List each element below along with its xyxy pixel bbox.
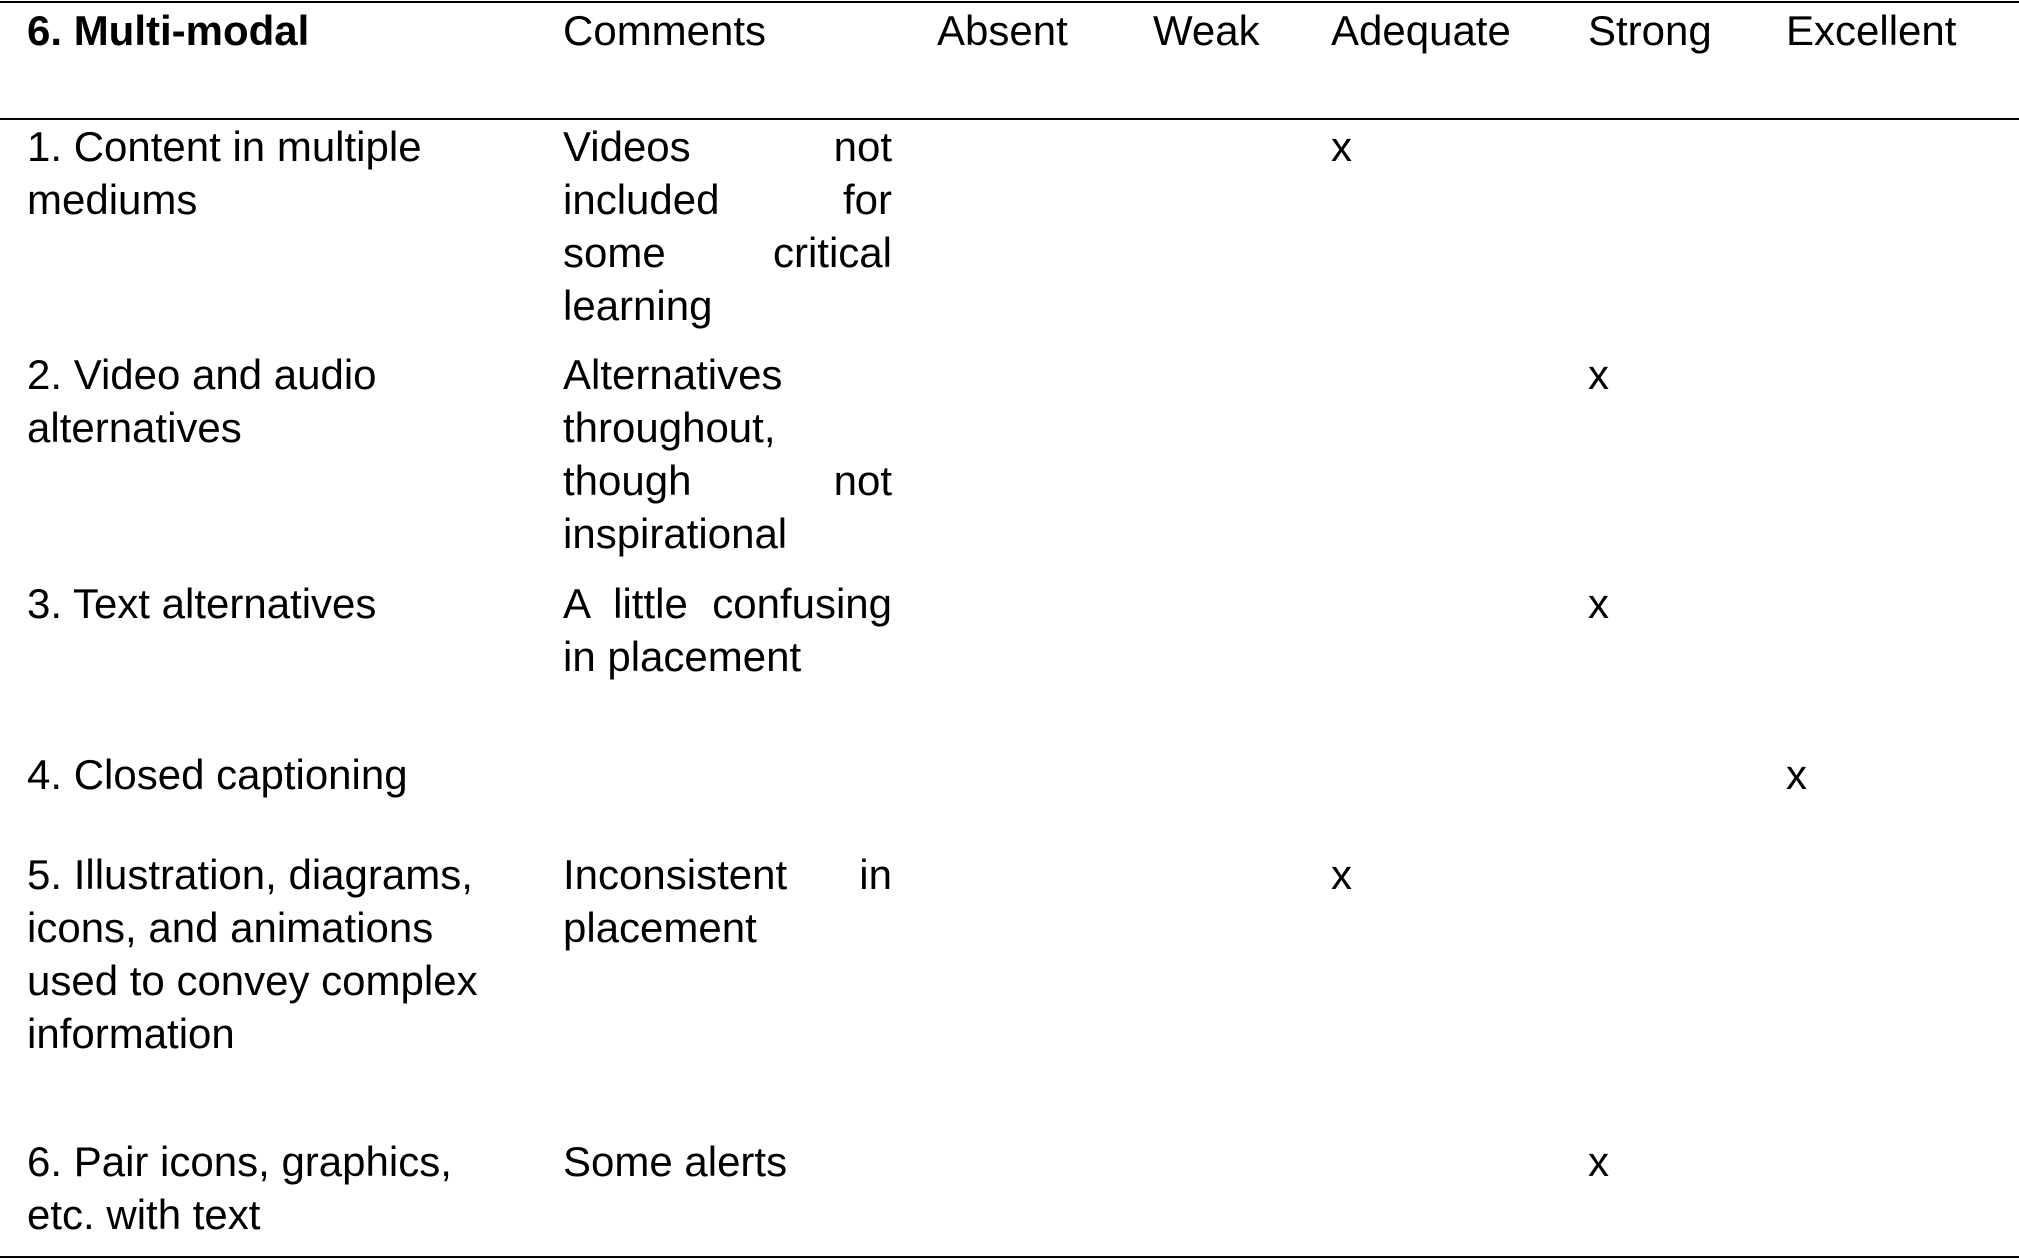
criterion-cell: 2. Video and audio alternatives <box>27 351 377 451</box>
header-weak: Weak <box>1153 7 1260 54</box>
rating-mark-adequate: x <box>1331 851 1352 898</box>
header-adequate: Adequate <box>1331 7 1511 54</box>
comment-cell: Alternatives throughout, though not inspirational <box>563 351 892 557</box>
header-comments: Comments <box>563 7 767 54</box>
rating-mark-strong: x <box>1588 580 1609 627</box>
comment-cell: Some alerts <box>563 1138 788 1185</box>
header-excellent: Excellent <box>1786 7 1957 54</box>
comment-cell: A little confusing in placement <box>563 580 892 680</box>
comment-cell: Inconsistent in placement <box>563 851 892 951</box>
header-absent: Absent <box>937 7 1068 54</box>
table-top-rule <box>0 1 2019 3</box>
rating-mark-excellent: x <box>1786 751 1807 798</box>
rating-mark-strong: x <box>1588 351 1609 398</box>
rating-mark-strong: x <box>1588 1138 1609 1185</box>
criterion-cell: 1. Content in multiple mediums <box>27 123 422 223</box>
criterion-cell: 6. Pair icons, graphics, etc. with text <box>27 1138 452 1238</box>
rating-mark-adequate: x <box>1331 123 1352 170</box>
comment-cell: Videos not included for some critical learning <box>563 123 892 329</box>
criterion-cell: 5. Illustration, diagrams, icons, and animations used to convey complex information <box>27 851 478 1057</box>
section-title: 6. Multi-modal <box>27 7 310 54</box>
header-strong: Strong <box>1588 7 1712 54</box>
criterion-cell: 3. Text alternatives <box>27 580 377 627</box>
criterion-cell: 4. Closed captioning <box>27 751 408 798</box>
table-bottom-rule <box>0 1256 2019 1258</box>
